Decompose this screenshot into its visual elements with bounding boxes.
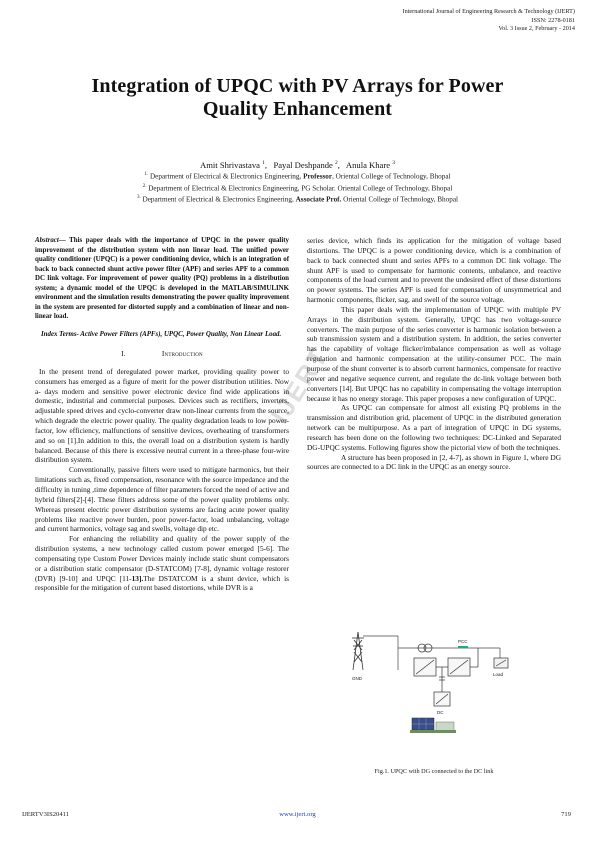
author-2-sup: 2: [335, 160, 338, 166]
transmission-tower: [352, 632, 364, 670]
figure-caption: Fig.1. UPQC with DG connected to the DC link: [374, 768, 494, 775]
section-heading: [35, 349, 289, 359]
watermark: IJERT: [264, 341, 335, 429]
journal-name: International Journal of Engineering Research & Technology (IJERT): [402, 8, 575, 15]
journal-header: [403, 8, 575, 34]
affiliation-3-college: Oriental College of Technology, Bhopal: [341, 195, 459, 204]
author-3-sup: 3: [392, 160, 395, 166]
affiliation-2-num: 2.: [142, 183, 147, 189]
affiliation-3-dept: Department of Electrical & Electronics Engineering,: [142, 195, 296, 204]
section-title: Introduction: [161, 349, 203, 358]
right-paragraph-1: series device, which finds its application for the mitigation of voltage based distortions. The UPQC is a power conditioning device, which is a combination of back to back connected shunt and series APFs to a common DC link voltage. The shunt APF is used to compensate for harmonic contents, unbalance, and reactive components of the load current and to prevent the undesired effect of these distortions on power systems. The series APF is used for compensation of unsymmetrical and harmonic components, flicker, sag, and swell of the source voltage.: [307, 236, 561, 305]
right-column: [307, 236, 561, 472]
figure-1-diagram: [350, 622, 530, 767]
author-1: Amit Shrivastava: [200, 159, 260, 170]
journal-url-link[interactable]: www.ijert.org: [279, 811, 316, 818]
affiliation-1-college: , Oriental College of Technology, Bhopal: [332, 172, 451, 181]
pv-array-icon: [410, 718, 456, 733]
index-terms: Index Terms- Active Power Filters (APFs), UPQC, Power Quality, Non Linear Load.: [41, 330, 282, 338]
title-line-1: Integration of UPQC with PV Arrays for Power: [91, 75, 504, 97]
affiliations: [0, 170, 595, 205]
dc-label: DC: [437, 710, 444, 715]
author-3: Anula Khare: [345, 159, 391, 170]
affiliation-3-num: 3.: [136, 195, 141, 201]
affiliation-1: [0, 170, 595, 182]
section-number: I.: [121, 349, 126, 358]
pcc-label: PCC: [458, 639, 468, 644]
affiliation-2-text: Department of Electrical & Electronics Engineering, PG Scholar. Oriental College of Technology, Bhopal: [148, 183, 453, 192]
series-converter: [414, 658, 436, 676]
abstract-text: — This paper deals with the importance of UPQC in the power quality improvement of the distribution system with non linear load. The unified power quality conditioner (UPQC) is a power conditioning device, which is an integration of back to back connected shunt active power filter (APF) and series APF to a common DC link voltage. For improvement of power quality (PQ) problems in a distribution system; a dynamic model of the UPQC is developed in the MATLAB/SIMULINK environment and the simulation results demonstrating the power quality improvement in the system are presented for distorted supply and a combination of linear and non-linear load.: [35, 237, 289, 320]
dc-dc-converter: [434, 692, 450, 706]
affiliation-2: [0, 182, 595, 194]
right-paragraph-2: This paper deals with the implementation of UPQC with multiple PV Arrays in the distribution system. Generally, UPQC has two voltage-source converters. The main purpose of the series converter is harmonic isolation between a sub transmission system and a distribution system. In addition, the series converter has the capability of voltage flicker/imbalance compensation as well as voltage regulation and harmonic compensation at the utility-consumer PCC. The main purpose of the shunt converter is to absorb current harmonics, compensate for reactive power and negative sequence current, and regulate the dc-link voltage between both converters [14]. But UPQC has no capability in compensating the voltage interruption because it has no energy storage. This paper proposes a new configuration of UPQC.: [307, 304, 561, 403]
intro-paragraph-3c: The DSTATCOM is a shunt device, which is responsible for the mitigation of current based distortions, while DVR is a: [35, 573, 289, 593]
shunt-converter: [448, 658, 470, 676]
intro-paragraph-2: Conventionally, passive filters were used to mitigate harmonics, but their limitations such as, fixed compensation, resonance with the source impedance and the difficulty in tuning ,time dependence of filter parameters forced the need of active and hybrid filters[2]-[4]. These filters address some of the power quality problems only. Whereas present electric power distribution systems are facing acute power quality problems like reactive power burden, poor power-factor, load unbalancing, voltage and current harmonics, voltage sag and swells, voltage dip etc.: [35, 465, 289, 534]
ground-label: GND: [352, 676, 362, 681]
affiliation-3-role: Associate Prof.: [295, 195, 342, 204]
load-icon: [494, 658, 508, 668]
affiliation-1-num: 1.: [144, 172, 149, 177]
paper-id: IJERTV3IS20411: [22, 811, 69, 818]
issn: ISSN: 2278-0181: [531, 16, 575, 24]
affiliation-1-role: Professor: [303, 172, 333, 181]
affiliation-3: [0, 193, 595, 205]
abstract-label: Abstract: [35, 237, 59, 244]
page-number: 719: [561, 811, 571, 818]
title-line-2: Quality Enhancement: [202, 98, 393, 120]
left-column: [35, 236, 289, 593]
volume-issue: Vol. 3 Issue 2, February - 2014: [498, 25, 575, 33]
paper-title: [0, 75, 595, 121]
author-2: Payal Deshpande: [273, 159, 333, 170]
intro-paragraph-3a: For enhancing the reliability and quality of the power supply of the distribution systems, a new technology called custom power emerged [5-6]. The compensating type Custom Power Devices mainly include static shunt compensators or a distribution static compensator (D-STATCOM) [7-8], dynamic voltage restorer (DVR) [9-10] and UPQC [11-: [35, 534, 289, 583]
author-list: Amit Shrivastava $^1$, Payal Deshpande $^2$, Anula Khare $^3$: [200, 159, 395, 170]
intro-paragraph-1: In the present trend of deregulated power market, providing quality power to consumers has emerged as a figure of merit for the power distribution utilities. Now a- days modern and sensitive power electronic device find wide applications in domestic, industrial and commercial purposes. Devices such as rectifiers, inverters, adjustable speed drives and cyclo-converter draw non-linear currents from the source, which degrade the electric power quality. The quality degradation leads to low power-factor, low efficiency, malfunctions of sensitive devices, overheating of transformers and so on [1].In addition to this, the overall load on a distribution system is hardly balanced. Because of this there is excessive neutral current in a three-phase four-wire distribution system.: [35, 366, 289, 465]
abstract: [35, 236, 289, 322]
intro-paragraph-3b: 13].: [131, 573, 144, 583]
author-1-sup: 1: [262, 160, 265, 166]
right-paragraph-3: As UPQC can compensate for almost all existing PQ problems in the transmission and distribution grid, placement of UPQC in the distributed generation network can be multipurpose. As a part of integration of UPQC in DG systems, research has been done on the following two techniques: DC-Linked and Separated DG-UPQC systems. Following figures show the pictorial view of both the techniques.: [307, 403, 561, 452]
affiliation-1-dept: Department of Electrical & Electronics Engineering,: [149, 172, 304, 181]
intro-paragraph-3: [35, 534, 289, 593]
load-label: Load: [493, 672, 504, 677]
right-paragraph-4: A structure has been proposed in [2, 4-7], as shown in Figure 1, where DG sources are connected to a DC link in the UPQC as an energy source.: [307, 452, 561, 472]
